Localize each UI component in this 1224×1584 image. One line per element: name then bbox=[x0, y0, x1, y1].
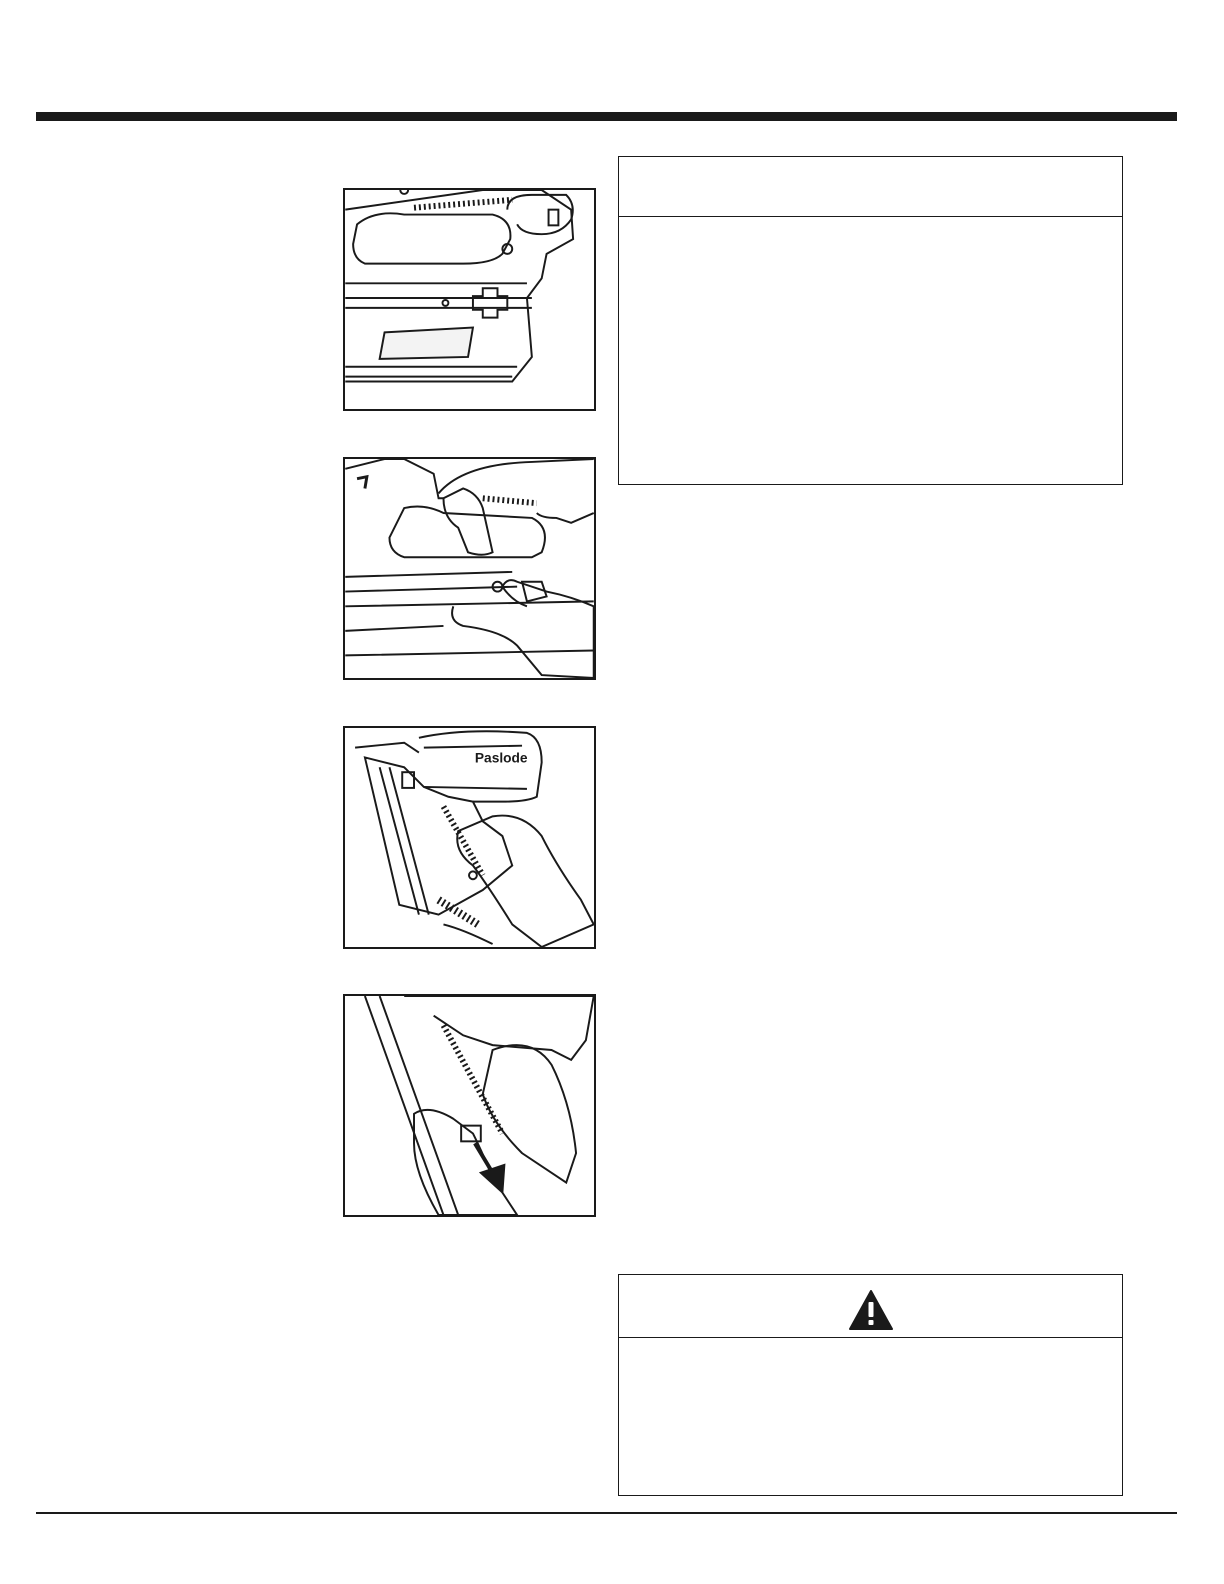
figure-3-nailer-held bbox=[343, 726, 596, 949]
figure-2-hands-on-latch bbox=[343, 457, 596, 680]
warning-box-header bbox=[619, 1275, 1122, 1338]
notice-box bbox=[618, 156, 1123, 485]
figure-4-pull-pusher bbox=[343, 994, 596, 1217]
svg-text:Paslode: Paslode bbox=[474, 750, 528, 766]
bottom-rule bbox=[36, 1512, 1177, 1514]
warning-triangle-icon bbox=[848, 1289, 894, 1331]
figure-1-handle-closeup bbox=[343, 188, 596, 411]
top-rule bbox=[36, 112, 1177, 121]
warning-box bbox=[618, 1274, 1123, 1496]
notice-box-header bbox=[619, 157, 1122, 217]
